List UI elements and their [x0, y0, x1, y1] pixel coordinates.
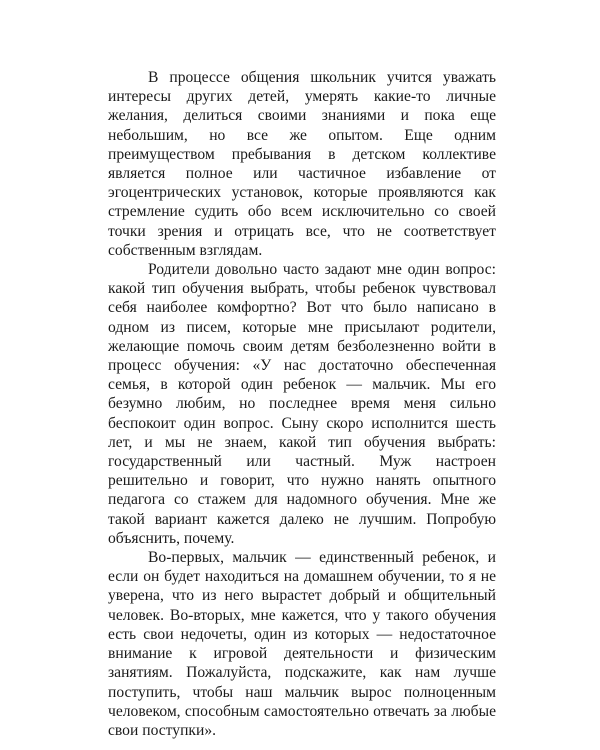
paragraph-2: Родители довольно часто задают мне один вопрос: какой тип обучения выбрать, чтобы ребенок чувствовал себя наиболее комфортно? Вот что было написано в одном из писем, которые мне присылают родители, желающие помочь своим детям безболезненно войти в процесс обучения: «У нас достаточно обеспеченная семья, в которой один ребенок — мальчик. Мы его безумно любим, но последнее время меня сильно беспокоит один вопрос. Сыну скоро исполнится шесть лет, и мы не знаем, какой тип обучения выбрать: государственный или частный. Муж настроен решительно и говорит, что нужно нанять опытного педагога со стажем для надомного обучения. Мне же такой вариант кажется далеко не лучшим. Попробую объяснить, почему. — [108, 261, 496, 547]
paragraph-3: Во-первых, мальчик — единственный ребенок, и если он будет находиться на домашнем обучении, то я не уверена, что из него вырастет добрый и общительный человек. Во-вторых, мне кажется, что у такого обучения есть свои недочеты, один из которых — недостаточное внимание к игровой деятельности и физическим занятиям. Пожалуйста, подскажите, как нам лучше поступить, чтобы наш мальчик вырос полноценным человеком, способным самостоятельно отвечать за любые свои поступки». — [108, 549, 496, 739]
paragraph-1: В процессе общения школьник учится уважать интересы других детей, умерять какие-то личные желания, делиться своими знаниями и пока еще небольшим, но все же опытом. Еще одним преимуществом пребывания в детском коллективе является полное или частичное избавление от эгоцентрических установок, которые проявляются как стремление судить обо всем исключительно со своей точки зрения и отрицать все, что не соответствует собственным взглядам. — [108, 69, 496, 259]
body-text — [108, 68, 496, 740]
